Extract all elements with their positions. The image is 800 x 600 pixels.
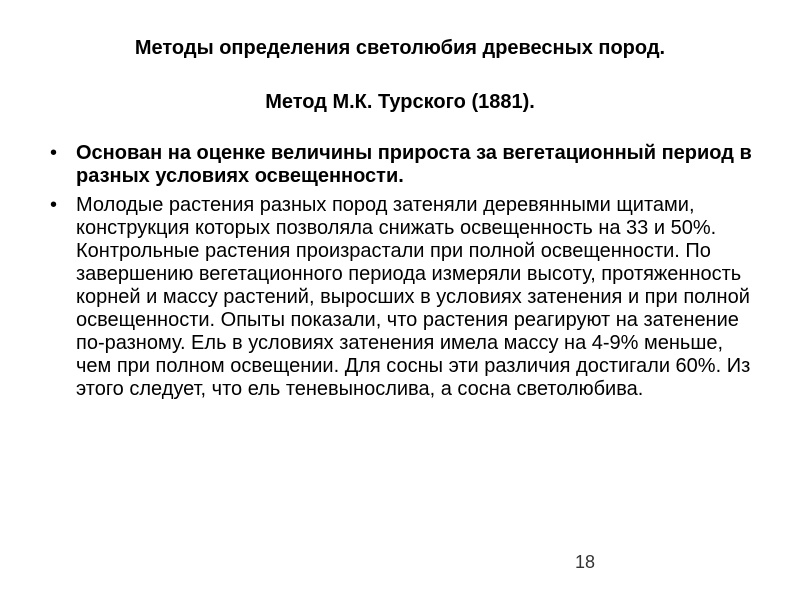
bullet-marker-icon: • [50, 142, 58, 164]
slide-subtitle: Метод М.К. Турского (1881). [265, 91, 535, 113]
bullet-list [50, 142, 760, 407]
slide-title: Методы определения светолюбия древесных пород. [134, 37, 666, 59]
bullet-text-principle: Основан на оценке величины прироста за вегетационный период в разных условиях освещенности. [76, 142, 752, 187]
bullet-item-principle [50, 142, 760, 188]
bullet-marker-icon: • [50, 194, 58, 216]
page-number: 18 [575, 552, 596, 572]
bullet-item-experiment [50, 194, 760, 401]
slide-title-block [40, 35, 760, 115]
bullet-text-experiment: Молодые растения разных пород затеняли деревянными щитами, конструкция которых позволяла снижать освещенность на 33 и 50%. Контрольные растения произрастали при полной освещенности. По завершению вегетационного периода измеряли высоту, протяженность корней и массу растений, выросших в условиях затенения и при полной освещенности. Опыты показали, что растения реагируют на затенение по-разному. Ель в условиях затенения имела массу на 4-9% меньше, чем при полном освещении. Для сосны эти различия достигали 60%. Из этого следует, что ель теневынослива, а сосна светолюбива. [76, 194, 751, 400]
